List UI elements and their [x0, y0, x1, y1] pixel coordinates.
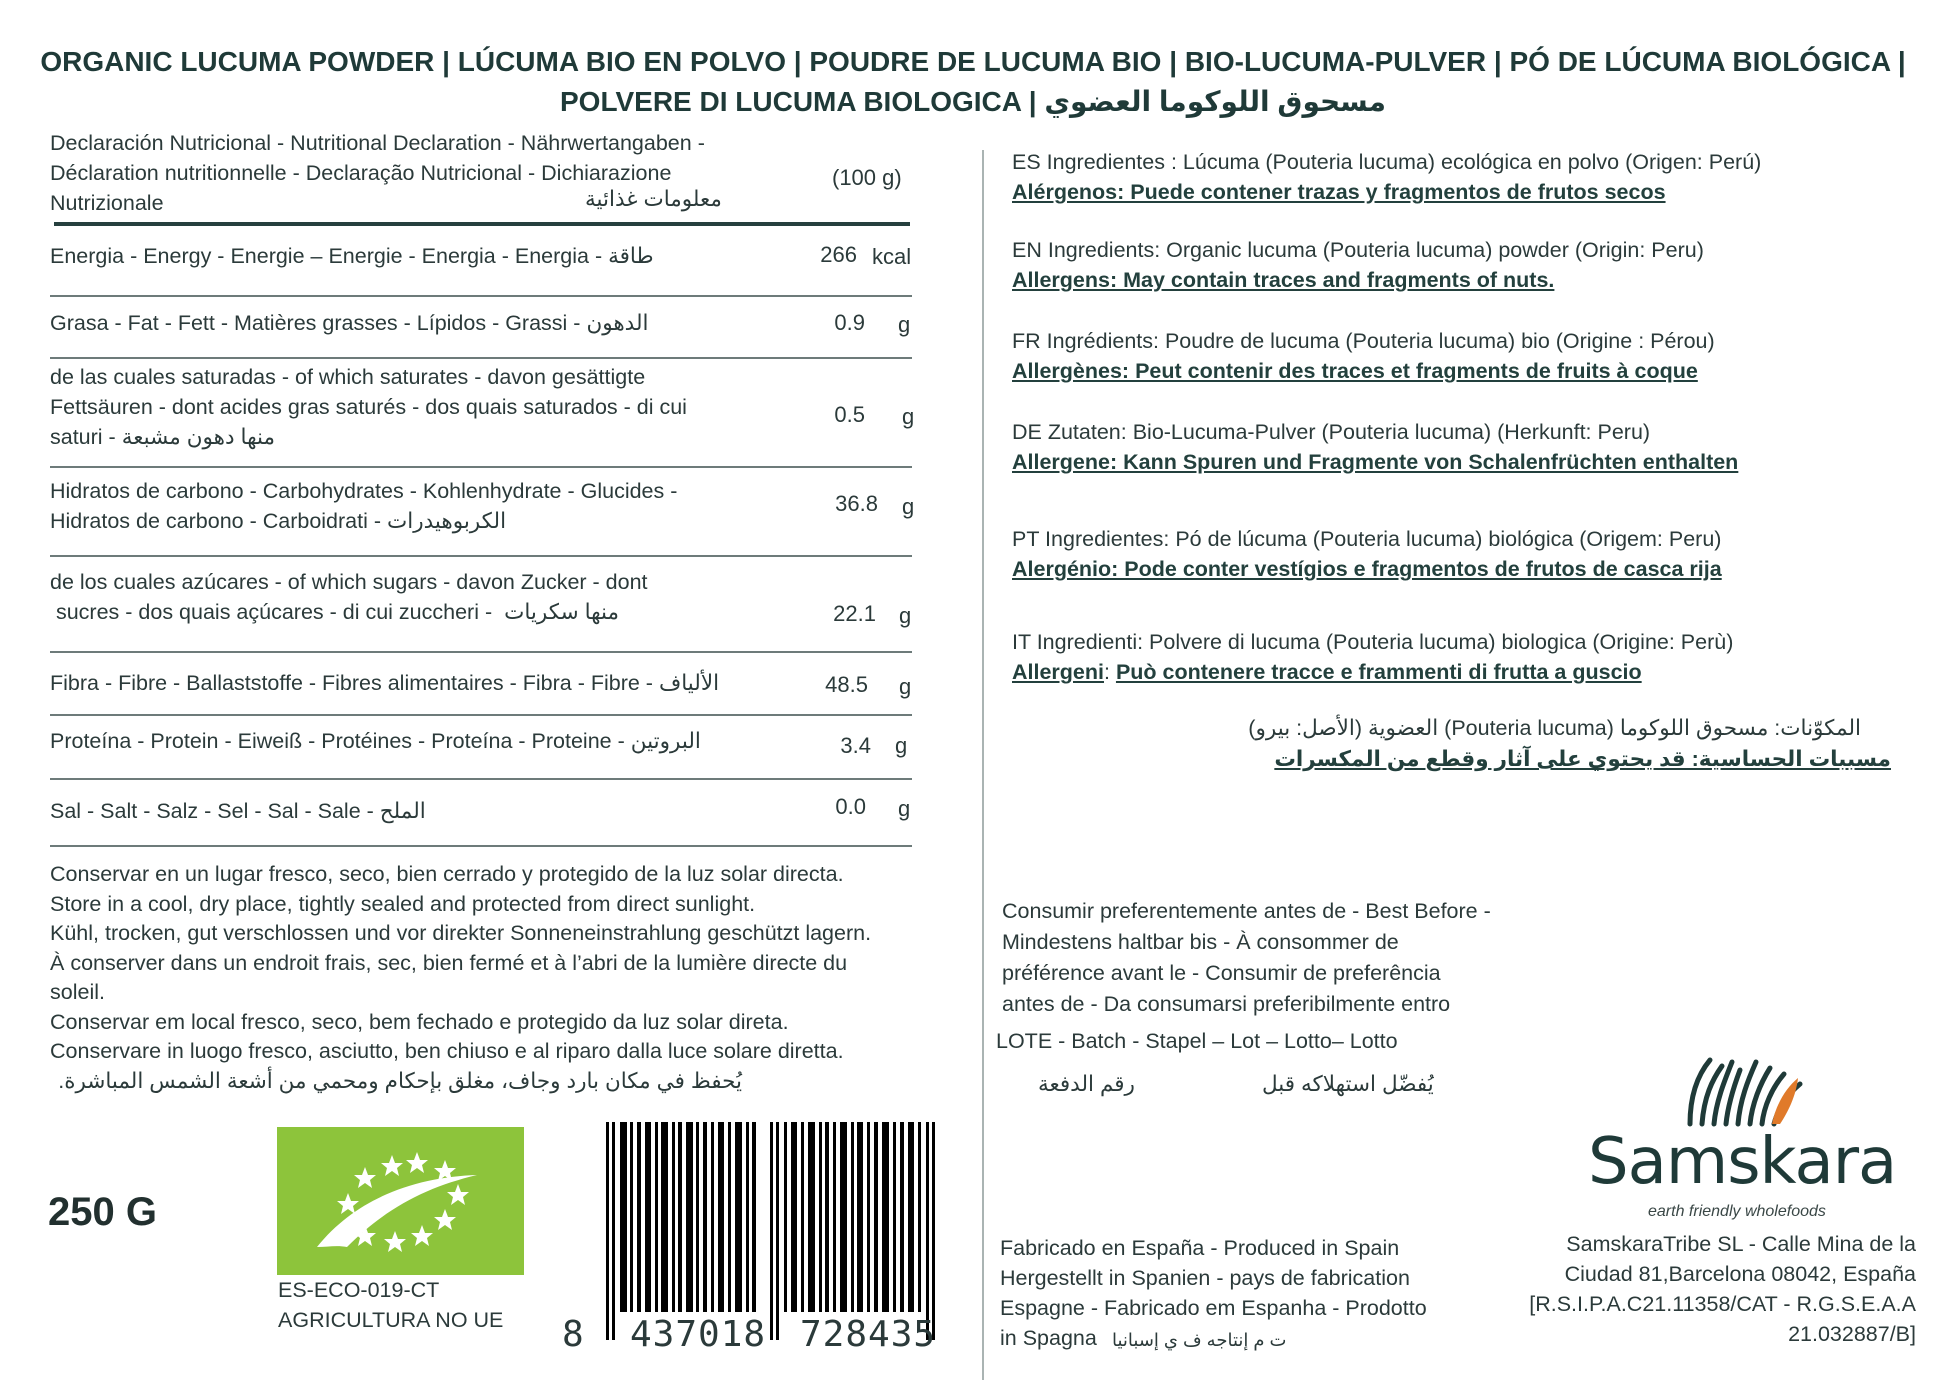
nutrition-row-sugars — [50, 567, 790, 627]
best-before-arabic: يُفضّل استهلاكه قبل — [1262, 1072, 1434, 1096]
nutrition-header-arabic: معلومات غذائية — [585, 187, 722, 211]
storage-line: Conservare in luogo fresco, asciutto, ben chiuso e al riparo dalla luce solare diretta. — [50, 1039, 844, 1063]
nutrition-value: 266 — [820, 242, 857, 267]
nutrition-unit: g — [898, 312, 911, 337]
nutrition-row-energy — [50, 241, 790, 271]
allergen-statement: Allergene: Kann Spuren und Fragmente von Schalenfrüchten enthalten — [1012, 450, 1739, 474]
eco-code: ES-ECO-019-CT — [278, 1278, 440, 1302]
ingredients-label: DE Zutaten: Bio-Lucuma-Pulver (Pouteria lucuma) (Herkunft: Peru) — [1012, 420, 1651, 444]
best-before — [1002, 896, 1542, 1020]
nutrition-row-label: Fibra - Fibre - Ballaststoffe - Fibres alimentaires - Fibra - Fibre - — [50, 671, 653, 695]
best-before-line: antes de - Da consumarsi preferibilmente entro — [1002, 992, 1451, 1016]
nutrition-per-100g: (100 g) — [832, 165, 902, 190]
storage-instructions — [50, 860, 950, 1096]
nutrition-row-label: Hidratos de carbono - Carbohydrates - Kohlenhydrate - Glucides - — [50, 479, 678, 503]
title-line-2 — [40, 82, 1906, 122]
best-before-line: préférence avant le - Consumir de preferência — [1002, 961, 1441, 985]
product-title — [40, 42, 1906, 122]
row-divider — [50, 714, 912, 716]
ingredients-es — [1012, 147, 1912, 207]
column-divider — [982, 150, 984, 1380]
barcode-digit-first: 8 — [562, 1314, 584, 1355]
net-weight: 250 G — [48, 1190, 157, 1234]
row-divider — [50, 778, 912, 780]
row-divider — [50, 845, 912, 847]
nutrition-row-label: Sal - Salt - Salz - Sel - Sal - Sale - — [50, 799, 374, 823]
allergen-statement: Allergens: May contain traces and fragments of nuts. — [1012, 268, 1555, 292]
storage-line: Kühl, trocken, gut verschlossen und vor direkter Sonneneinstrahlung geschützt lagern. — [50, 921, 872, 945]
best-before-line: Mindestens haltbar bis - À consommer de — [1002, 930, 1399, 954]
nutrition-value: 0.0 — [835, 794, 866, 819]
nutrition-row-arabic: الكربوهيدرات — [387, 509, 507, 533]
ingredients-pt — [1012, 524, 1912, 584]
allergen-statement: Alérgenos: Puede contener trazas y fragmentos de frutos secos — [1012, 180, 1666, 204]
nutrition-row-protein — [50, 726, 790, 756]
best-before-line: Consumir preferentemente antes de - Best Before - — [1002, 899, 1491, 923]
nutrition-row-label: Fettsäuren - dont acides gras saturés - dos quais saturados - di cui — [50, 395, 687, 419]
nutrition-row-label: sucres - dos quais açúcares - di cui zuccheri - — [50, 600, 499, 624]
allergen-statement: Può contenere tracce e frammenti di frutta a guscio — [1115, 660, 1642, 684]
nutrition-header-line: Declaración Nutricional - Nutritional Declaration - Nährwertangaben - — [50, 131, 705, 155]
nutrition-unit: g — [898, 796, 911, 821]
storage-line: Conservar en un lugar fresco, seco, bien cerrado y protegido de la luz solar directa. — [50, 862, 844, 886]
nutrition-value: 36.8 — [835, 491, 878, 516]
brand-name: Samskara — [1588, 1125, 1897, 1199]
storage-line: À conserver dans un endroit frais, sec, bien fermé et à l’abri de la lumière directe du — [50, 950, 848, 975]
nutrition-row-arabic: منها سكريات — [504, 600, 620, 624]
made-in-line: in Spagna — [1000, 1326, 1097, 1350]
ingredients-label: IT Ingredienti: Polvere di lucuma (Pouteria lucuma) biologica (Origine: Perù) — [1012, 630, 1734, 654]
ingredients-label: ES Ingredientes : Lúcuma (Pouteria lucuma) ecológica en polvo (Origen: Perú) — [1012, 150, 1762, 174]
nutrition-row-label: Proteína - Protein - Eiweiß - Protéines - Proteína - Proteine - — [50, 729, 625, 753]
nutrition-row-saturates — [50, 362, 790, 452]
title-line-2-arabic: مسحوق اللوكوما العضوي — [1044, 86, 1387, 117]
title-line-2-latin: POLVERE DI LUCUMA BIOLOGICA | — [559, 86, 1037, 117]
nutrition-value: 48.5 — [825, 672, 868, 697]
allergen-separator: : — [1104, 660, 1116, 684]
barcode — [562, 1122, 962, 1364]
nutrition-row-salt — [50, 796, 790, 826]
nutrition-header-rule — [54, 222, 910, 226]
storage-line: soleil. — [50, 980, 105, 1004]
row-divider — [50, 555, 912, 557]
eco-origin: AGRICULTURA NO UE — [278, 1308, 504, 1332]
company-line: SamskaraTribe SL - Calle Mina de la — [1566, 1232, 1916, 1256]
title-line-1: ORGANIC LUCUMA POWDER | LÚCUMA BIO EN POLVO | POUDRE DE LUCUMA BIO | BIO-LUCUMA-PULVER | PÓ DE LÚCUMA BIOLÓGICA | — [40, 46, 1906, 77]
nutrition-row-fat — [50, 308, 790, 338]
nutrition-row-label: Hidratos de carbono - Carboidrati - — [50, 509, 382, 533]
allergen-statement: Alergénio: Pode conter vestígios e fragmentos de frutos de casca rija — [1012, 557, 1722, 581]
ingredients-ar — [991, 713, 1891, 775]
made-in-line: Espagne - Fabricado em Espanha - Prodotto — [1000, 1296, 1427, 1320]
made-in-arabic: ت م إنتاجه ف ي إسبانيا — [1112, 1330, 1287, 1350]
nutrition-unit: g — [899, 674, 912, 699]
company-line: 21.032887/B] — [1788, 1322, 1916, 1346]
ingredients-label: المكوّنات: مسحوق اللوكوما (Pouteria lucuma) العضوية (الأصل: بيرو) — [1248, 716, 1861, 740]
row-divider — [50, 466, 912, 468]
barcode-digits-left: 437018 — [630, 1314, 767, 1355]
nutrition-header-line: Déclaration nutritionnelle - Declaração Nutricional - Dichiarazione — [50, 161, 672, 185]
nutrition-row-fibre — [50, 668, 790, 698]
nutrition-row-arabic: الدهون — [586, 311, 649, 335]
nutrition-unit: g — [902, 494, 915, 519]
made-in-line: Hergestellt in Spanien - pays de fabrication — [1000, 1266, 1410, 1290]
nutrition-row-arabic: البروتين — [630, 729, 701, 753]
company-address — [1496, 1229, 1916, 1349]
nutrition-value: 0.5 — [834, 402, 865, 427]
nutrition-row-arabic: الألياف — [658, 671, 720, 695]
company-line: Ciudad 81,Barcelona 08042, España — [1564, 1262, 1916, 1286]
nutrition-header-line: Nutrizionale — [50, 191, 164, 215]
eu-leaf-stars-icon — [277, 1127, 524, 1275]
nutrition-value: 22.1 — [833, 601, 876, 626]
eu-organic-logo — [277, 1127, 524, 1275]
nutrition-row-label: saturi - — [50, 425, 116, 449]
allergen-statement: مسببات الحساسية: قد يحتوي على آثار وقطع من المكسرات — [1274, 747, 1891, 771]
eco-certification — [278, 1275, 503, 1335]
nutrition-unit: kcal — [872, 244, 912, 269]
nutrition-row-carbohydrates — [50, 476, 790, 536]
nutrition-row-label: de los cuales azúcares - of which sugars - davon Zucker - dont — [50, 570, 648, 594]
brand-tagline: earth friendly wholefoods — [1648, 1203, 1826, 1220]
storage-line: Store in a cool, dry place, tightly sealed and protected from direct sunlight. — [50, 891, 756, 916]
nutrition-value: 0.9 — [834, 310, 865, 335]
company-line: [R.S.I.P.A.C21.11358/CAT - R.G.S.E.A.A — [1529, 1292, 1916, 1316]
row-divider — [50, 357, 912, 359]
lot-label: LOTE - Batch - Stapel – Lot – Lotto– Lotto — [996, 1029, 1398, 1053]
lot-label-arabic: رقم الدفعة — [1038, 1072, 1135, 1096]
nutrition-row-arabic: منها دهون مشبعة — [121, 425, 276, 449]
nutrition-row-arabic: طاقة — [608, 244, 654, 268]
samskara-tree-icon — [1680, 1052, 1810, 1132]
made-in-line: Fabricado en España - Produced in Spain — [1000, 1236, 1400, 1260]
nutrition-row-arabic: الملح — [379, 799, 426, 823]
allergen-statement: Allergènes: Peut contenir des traces et fragments de fruits à coque — [1012, 359, 1698, 383]
row-divider — [50, 295, 912, 297]
ingredients-fr — [1012, 326, 1912, 386]
allergen-prefix: Allergeni — [1012, 660, 1104, 684]
ingredients-it — [1012, 627, 1912, 687]
ingredients-en — [1012, 235, 1912, 295]
ingredients-label: PT Ingredientes: Pó de lúcuma (Pouteria lucuma) biológica (Origem: Peru) — [1012, 527, 1722, 551]
nutrition-row-label: Energia - Energy - Energie – Energie - Energia - Energia - — [50, 244, 603, 268]
ingredients-label: FR Ingrédients: Poudre de lucuma (Pouteria lucuma) bio (Origine : Pérou) — [1012, 329, 1715, 353]
row-divider — [50, 651, 912, 653]
barcode-digits-right: 728435 — [800, 1314, 937, 1355]
storage-line: Conservar em local fresco, seco, bem fechado e protegido da luz solar direta. — [50, 1009, 789, 1034]
nutrition-row-label: de las cuales saturadas - of which saturates - davon gesättigte — [50, 365, 646, 389]
nutrition-unit: g — [902, 404, 915, 429]
storage-line-arabic: يُحفظ في مكان بارد وجاف، مغلق بإحكام ومحمي من أشعة الشمس المباشرة. — [58, 1068, 742, 1093]
nutrition-unit: g — [899, 603, 912, 628]
ingredients-label: EN Ingredients: Organic lucuma (Pouteria lucuma) powder (Origin: Peru) — [1012, 238, 1704, 262]
ingredients-de — [1012, 417, 1912, 477]
nutrition-value: 3.4 — [840, 733, 871, 758]
nutrition-unit: g — [895, 733, 908, 758]
nutrition-row-label: Grasa - Fat - Fett - Matières grasses - Lípidos - Grassi - — [50, 311, 581, 335]
